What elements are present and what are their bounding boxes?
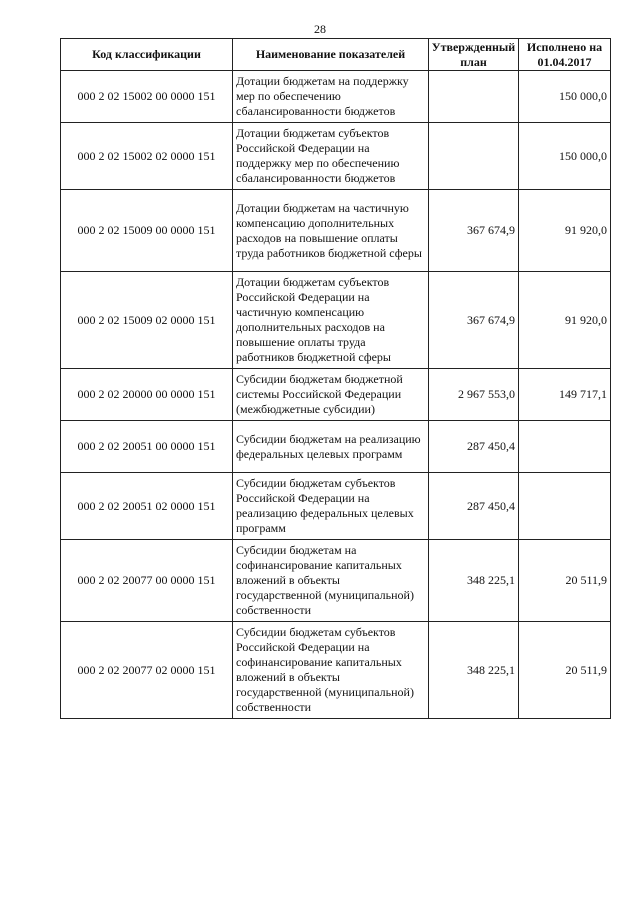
cell-name: Дотации бюджетам субъектов Российской Федерации на поддержку мер по обеспечению сбалансированности бюджетов [233,123,429,190]
table-row [61,369,611,421]
cell-plan [429,71,519,123]
cell-plan: 287 450,4 [429,473,519,540]
cell-done [519,473,611,540]
cell-done: 20 511,9 [519,622,611,719]
cell-code: 000 2 02 15009 02 0000 151 [61,272,233,369]
cell-code: 000 2 02 20051 00 0000 151 [61,421,233,473]
cell-done: 91 920,0 [519,272,611,369]
cell-name: Дотации бюджетам субъектов Российской Федерации на частичную компенсацию дополнительных расходов на повышение оплаты труда работников бюджетной сферы [233,272,429,369]
table-row [61,123,611,190]
cell-code: 000 2 02 15009 00 0000 151 [61,190,233,272]
cell-code: 000 2 02 20077 00 0000 151 [61,540,233,622]
cell-code: 000 2 02 20051 02 0000 151 [61,473,233,540]
header-done: Исполнено на 01.04.2017 [519,39,611,71]
cell-done: 150 000,0 [519,71,611,123]
cell-done [519,421,611,473]
cell-code: 000 2 02 20000 00 0000 151 [61,369,233,421]
table-row [61,622,611,719]
page-number: 28 [314,22,326,36]
table-row [61,272,611,369]
header-name: Наименование показателей [233,39,429,71]
budget-table [60,38,611,719]
table-header-row [61,39,611,71]
cell-plan: 348 225,1 [429,540,519,622]
cell-name: Субсидии бюджетам на софинансирование капитальных вложений в объекты государственной (муниципальной) собственности [233,540,429,622]
table-row [61,71,611,123]
table-row [61,540,611,622]
header-code: Код классификации [61,39,233,71]
cell-name: Субсидии бюджетам субъектов Российской Федерации на реализацию федеральных целевых программ [233,473,429,540]
cell-plan: 367 674,9 [429,272,519,369]
table-row [61,190,611,272]
cell-plan: 2 967 553,0 [429,369,519,421]
cell-done: 91 920,0 [519,190,611,272]
cell-code: 000 2 02 15002 02 0000 151 [61,123,233,190]
cell-name: Субсидии бюджетам бюджетной системы Российской Федерации (межбюджетные субсидии) [233,369,429,421]
cell-plan: 367 674,9 [429,190,519,272]
table-row [61,473,611,540]
cell-plan: 348 225,1 [429,622,519,719]
header-plan: Утвержденный план [429,39,519,71]
cell-code: 000 2 02 20077 02 0000 151 [61,622,233,719]
cell-name: Дотации бюджетам на поддержку мер по обеспечению сбалансированности бюджетов [233,71,429,123]
cell-done: 149 717,1 [519,369,611,421]
table-row [61,421,611,473]
cell-name: Субсидии бюджетам субъектов Российской Федерации на софинансирование капитальных вложений в объекты государственной (муниципальной) собственности [233,622,429,719]
cell-name: Субсидии бюджетам на реализацию федеральных целевых программ [233,421,429,473]
cell-plan [429,123,519,190]
cell-done: 20 511,9 [519,540,611,622]
cell-done: 150 000,0 [519,123,611,190]
cell-plan: 287 450,4 [429,421,519,473]
cell-name: Дотации бюджетам на частичную компенсацию дополнительных расходов на повышение оплаты труда работников бюджетной сферы [233,190,429,272]
cell-code: 000 2 02 15002 00 0000 151 [61,71,233,123]
